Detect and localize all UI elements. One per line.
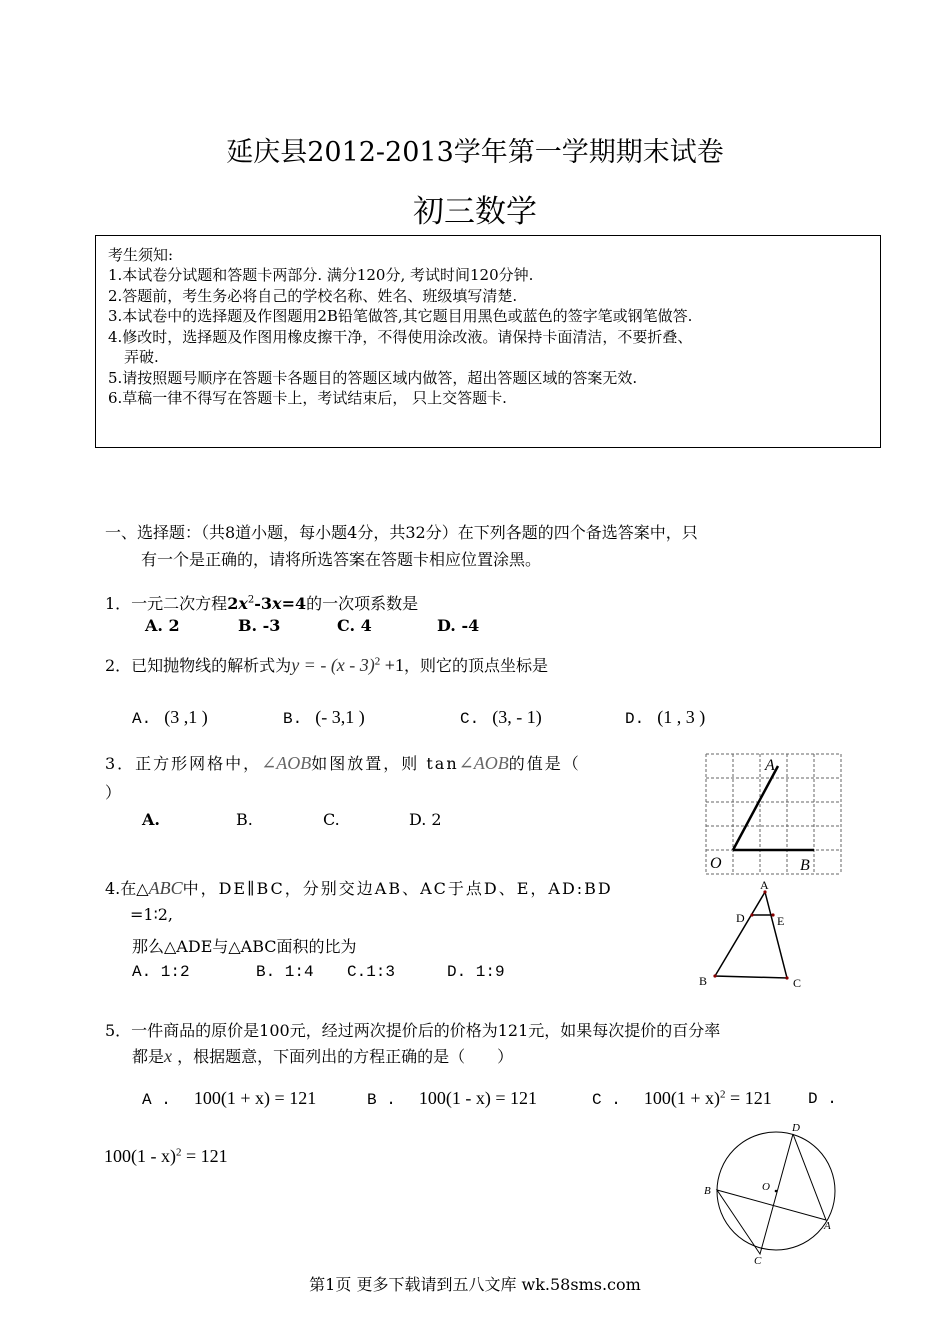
q4-stem-a: 4.在△ <box>105 879 149 898</box>
label-b: B <box>704 1185 711 1197</box>
q2-option-d-label: D. <box>625 710 645 728</box>
q5-stem-post: ，根据题意，下面列出的方程正确的是（ ） <box>172 1047 514 1066</box>
q4-option-c[interactable]: C.1:3 <box>347 963 396 981</box>
q2-stem-post: ，则它的顶点坐标是 <box>403 656 548 675</box>
label-o: O <box>762 1181 770 1193</box>
q5-stem-pre: 都是 <box>132 1047 165 1066</box>
circle-figure <box>700 1118 845 1268</box>
q5-option-d[interactable] <box>104 1146 228 1167</box>
q2-option-a-label: A. <box>132 710 152 728</box>
q3-stem <box>105 751 581 774</box>
q5-option-b-expr: 100(1 - x) = 121 <box>418 1088 538 1108</box>
q5-option-c-expr: 100(1 + x) <box>643 1088 721 1108</box>
q1-coef-a: 2 <box>227 594 239 613</box>
q1-option-d[interactable]: D. -4 <box>437 616 480 635</box>
q5-stem-cont <box>132 1044 513 1067</box>
q4-option-b[interactable]: B. 1:4 <box>256 963 314 981</box>
q5-option-b[interactable] <box>367 1088 537 1109</box>
q2-option-c-value: (3, - 1) <box>492 707 542 727</box>
q3-stem-a: 3．正方形网格中， <box>105 754 262 773</box>
q5-option-a-label: A . <box>142 1091 171 1109</box>
q1-option-a[interactable]: A. 2 <box>145 616 180 635</box>
notice-item: 4.修改时，选择题及作图用橡皮擦干净，不得使用涂改液。请保持卡面清洁，不要折叠、 <box>108 328 693 346</box>
q3-angle-tan: ∠AOB <box>458 753 509 773</box>
q2-option-c[interactable] <box>460 707 542 728</box>
q3-option-b[interactable]: B. <box>236 810 253 829</box>
q2-stem <box>105 653 548 676</box>
q1-exp: 2 <box>247 594 255 606</box>
q2-formula-exp: 2 <box>374 655 381 668</box>
q5-option-c-label: C . <box>592 1091 621 1109</box>
q5-option-b-label: B . <box>367 1091 396 1109</box>
q4-ratio: =1∶2, <box>130 905 174 924</box>
q4-option-d[interactable]: D. 1:9 <box>447 963 505 981</box>
q1-option-b[interactable]: B. -3 <box>238 616 281 635</box>
q2-option-a[interactable] <box>132 707 208 728</box>
q5-option-c[interactable] <box>592 1088 772 1109</box>
q1-option-c[interactable]: C. 4 <box>337 616 372 635</box>
notice-item: 6.草稿一律不得写在答题卡上，考试结束后， 只上交答题卡. <box>108 389 507 407</box>
label-b: B <box>699 974 708 988</box>
q1-var2: x <box>272 594 282 613</box>
q3-option-c[interactable]: C. <box>323 810 340 829</box>
q5-option-a[interactable] <box>142 1088 316 1109</box>
q3-stem-c: 的值是（ <box>508 754 581 773</box>
q1-coef-b: -3 <box>254 594 273 613</box>
label-c: C <box>793 976 802 990</box>
label-d: D <box>792 1122 800 1134</box>
q4-question: 那么△ADE与△ABC面积的比为 <box>132 937 357 956</box>
q3-grid-figure <box>700 748 850 878</box>
q5-stem: 5．一件商品的原价是100元，经过两次提价后的价格为121元，如果每次提价的百分率 <box>105 1021 721 1040</box>
q2-option-d[interactable] <box>625 707 705 728</box>
page-footer: 第1页 更多下载请到五八文库 wk.58sms.com <box>309 1275 641 1294</box>
label-a: A <box>765 757 775 774</box>
q2-option-d-value: (1 , 3 ) <box>657 707 706 727</box>
q5-option-d-exp: 2 <box>175 1146 182 1159</box>
q3-stem-close: ） <box>105 783 122 802</box>
exam-subject: 初三数学 <box>413 194 537 230</box>
label-e: E <box>777 914 785 928</box>
inscribed-lines <box>717 1134 826 1254</box>
label-o: O <box>710 855 722 872</box>
notice-item: 5.请按照题号顺序在答题卡各题目的答题区域内做答，超出答题区域的答案无效. <box>108 369 638 387</box>
q5-option-d-tail: = 121 <box>181 1146 228 1166</box>
q4-option-a[interactable]: A. 1:2 <box>132 963 190 981</box>
label-a: A <box>824 1220 831 1232</box>
q5-option-d-label[interactable]: D . <box>808 1090 837 1108</box>
segment-oa <box>733 766 778 850</box>
q2-option-b-label: B. <box>283 710 303 728</box>
q2-option-b[interactable] <box>283 707 365 728</box>
notice-item: 3.本试卷中的选择题及作图题用2B铅笔做答,其它题目用黑色或蓝色的签字笔或钢笔做答. <box>108 307 693 325</box>
label-c: C <box>754 1255 762 1267</box>
q3-angle: ∠AOB <box>261 753 312 773</box>
triangle-abc <box>715 892 787 978</box>
triangle-points <box>713 890 788 979</box>
q5-var: x <box>164 1046 173 1066</box>
q3-stem-b: 如图放置，则 tan <box>311 754 459 773</box>
q2-option-a-value: (3 ,1 ) <box>164 707 208 727</box>
exam-title: 延庆县2012-2013学年第一学期期末试卷 <box>226 137 724 168</box>
q5-option-c-exp: 2 <box>720 1088 726 1101</box>
q2-stem-pre: 2．已知抛物线的解析式为 <box>105 656 292 675</box>
section-heading: 一、选择题：（共8道小题，每小题4分，共32分）在下列各题的四个备选答案中，只 <box>105 523 698 542</box>
label-b: B <box>800 857 810 874</box>
q1-rhs: =4 <box>281 594 307 613</box>
q5-option-a-expr: 100(1 + x) = 121 <box>193 1088 317 1108</box>
q3-option-a[interactable]: A. <box>142 810 160 829</box>
label-d: D <box>736 911 745 925</box>
q5-option-c-tail: = 121 <box>725 1088 772 1108</box>
q2-option-c-label: C. <box>460 710 480 728</box>
center-point <box>775 1190 778 1193</box>
q1-stem <box>105 591 418 614</box>
q2-option-b-value: (- 3,1 ) <box>315 707 365 727</box>
q2-formula-tail: +1 <box>380 655 404 675</box>
q5-option-d-expr: 100(1 - x) <box>104 1146 176 1166</box>
notice-item: 1.本试卷分试题和答题卡两部分. 满分120分, 考试时间120分钟. <box>108 266 534 284</box>
q4-stem <box>105 876 613 899</box>
q1-stem-pre: 1．一元二次方程 <box>105 594 228 613</box>
notice-heading: 考生须知: <box>108 246 174 264</box>
q4-triangle: ABC <box>148 878 183 898</box>
q1-var: x <box>238 594 248 613</box>
label-a: A <box>760 878 769 892</box>
q1-stem-post: 的一次项系数是 <box>306 594 419 613</box>
q3-option-d[interactable]: D. 2 <box>409 810 442 829</box>
notice-box <box>95 235 881 448</box>
q2-formula: y = - (x - 3) <box>291 655 375 675</box>
q4-triangle-figure <box>695 875 815 995</box>
q4-stem-b: 中，DE∥BC，分别交边AB、AC于点D、E，AD:BD <box>182 879 613 898</box>
notice-item-continued: 弄破. <box>124 348 159 366</box>
section-heading-cont: 有一个是正确的，请将所选答案在答题卡相应位置涂黑。 <box>141 550 542 569</box>
notice-item: 2.答题前，考生务必将自己的学校名称、姓名、班级填写清楚. <box>108 287 518 305</box>
